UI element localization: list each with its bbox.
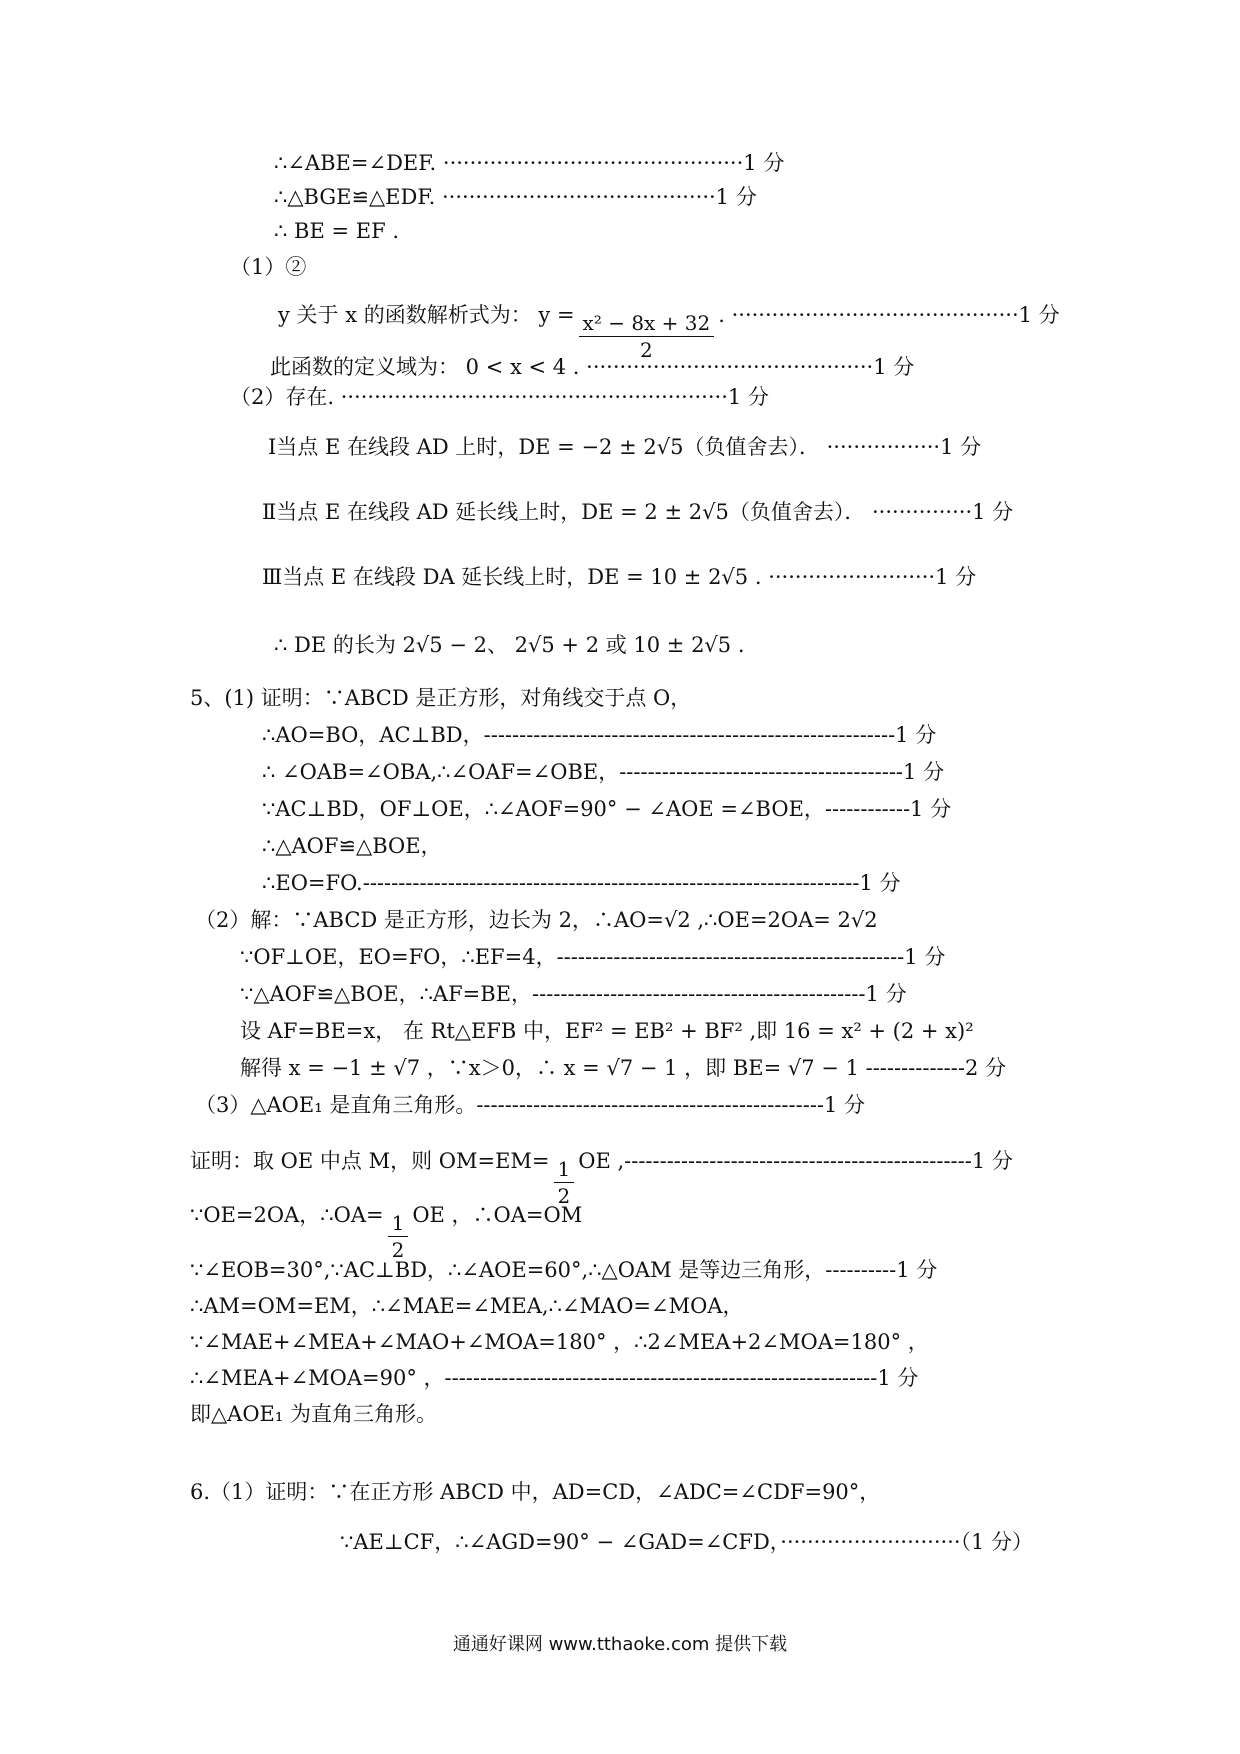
text-line: ∵AE⊥CF，∴∠AGD=90° − ∠GAD=∠CFD，···························（1 分）	[340, 1530, 1034, 1554]
page-footer: 通通好课网 www.tthaoke.com 提供下载	[452, 1634, 788, 1655]
text-line: ∴AM=OM=EM，∴∠MAE=∠MEA,∴∠MAO=∠MOA，	[190, 1294, 744, 1318]
fraction-denominator: 2	[640, 338, 653, 362]
text-line: （2）存在. ··························································1 分	[230, 385, 769, 409]
fraction-numerator: 1	[388, 1210, 409, 1237]
function-formula-line	[278, 300, 1060, 362]
proof-midpoint-line	[190, 1146, 1013, 1208]
formula-suffix: OE ，∴OA=OM	[412, 1203, 583, 1227]
fraction-numerator: x² − 8x + 32	[579, 310, 715, 337]
text-line: Ⅱ当点 E 在线段 AD 延长线上时，DE = 2 ± 2√5（负值舍去）． ···············1 分	[262, 500, 1014, 524]
formula-prefix: y 关于 x 的函数解析式为： y =	[278, 303, 575, 327]
text-line: ∴ BE = EF .	[274, 219, 399, 243]
fraction-denominator: 2	[557, 1184, 571, 1208]
text-line: 即△AOE₁ 为直角三角形。	[190, 1402, 437, 1426]
text-line: ∵AC⊥BD，OF⊥OE，∴∠AOF=90° − ∠AOE =∠BOE，------------1 分	[262, 797, 952, 821]
text-line: 6.（1）证明：∵在正方形 ABCD 中，AD=CD，∠ADC=∠CDF=90°，	[190, 1480, 881, 1504]
text-line: ∴EO=FO.----------------------------------------------------------------------1 分	[262, 871, 901, 895]
text-line: ∵∠EOB=30°,∵AC⊥BD，∴∠AOE=60°,∴△OAM 是等边三角形，----------1 分	[190, 1258, 938, 1282]
formula-prefix: ∵OE=2OA，∴OA=	[190, 1203, 384, 1227]
text-line: ∴AO=BO，AC⊥BD，----------------------------------------------------------1 分	[262, 723, 937, 747]
text-line: ∴ DE 的长为 2√5 − 2、 2√5 + 2 或 10 ± 2√5 .	[274, 633, 745, 657]
text-line: ∴△BGE≌△EDF. ·········································1 分	[274, 185, 757, 209]
text-line: （2）解：∵ABCD 是正方形，边长为 2，∴AO=√2 ,∴OE=2OA= 2√2	[195, 908, 878, 932]
text-line: ∵OF⊥OE，EO=FO，∴EF=4，-------------------------------------------------1 分	[240, 945, 946, 969]
formula-suffix: . ···········································1 分	[718, 303, 1060, 327]
text-line: Ⅰ当点 E 在线段 AD 上时，DE = −2 ± 2√5（负值舍去）． ·················1 分	[268, 435, 982, 459]
formula-suffix: OE ,-------------------------------------------------1 分	[578, 1149, 1013, 1173]
text-line: 解得 x = −1 ± √7 ，∵x＞0，∴ x = √7 − 1 ，即 BE= √7 − 1 --------------2 分	[240, 1056, 1006, 1080]
fraction-numerator: 1	[554, 1156, 575, 1183]
formula-prefix: 证明：取 OE 中点 M，则 OM=EM=	[190, 1149, 550, 1173]
text-line: ∴∠MEA+∠MOA=90° ，-------------------------------------------------------------1 分	[190, 1366, 919, 1390]
text-line: Ⅲ当点 E 在线段 DA 延长线上时，DE = 10 ± 2√5 . ·························1 分	[262, 565, 977, 589]
text-line: ∴△AOF≌△BOE，	[262, 834, 442, 858]
text-line: ∵∠MAE+∠MEA+∠MAO+∠MOA=180° ，∴2∠MEA+2∠MOA=180° ，	[190, 1330, 929, 1354]
oe-relation-line	[190, 1200, 583, 1262]
text-line: （1）②	[230, 255, 307, 279]
text-line: （3）△AOE₁ 是直角三角形。-------------------------------------------------1 分	[195, 1093, 866, 1117]
text-line: 设 AF=BE=x， 在 Rt△EFB 中，EF² = EB² + BF² ,即 16 = x² + (2 + x)²	[240, 1019, 974, 1043]
text-line: 此函数的定义域为： 0 < x < 4 . ···········································1 分	[270, 355, 915, 379]
fraction-denominator: 2	[391, 1238, 405, 1262]
text-line: ∴∠ABE=∠DEF. ·············································1 分	[274, 151, 785, 175]
text-line: ∴ ∠OAB=∠OBA,∴∠OAF=∠OBE，----------------------------------------1 分	[262, 760, 945, 784]
text-line: ∵△AOF≌△BOE，∴AF=BE，-----------------------------------------------1 分	[240, 982, 907, 1006]
text-line: 5、(1) 证明：∵ABCD 是正方形，对角线交于点 O，	[190, 686, 692, 710]
